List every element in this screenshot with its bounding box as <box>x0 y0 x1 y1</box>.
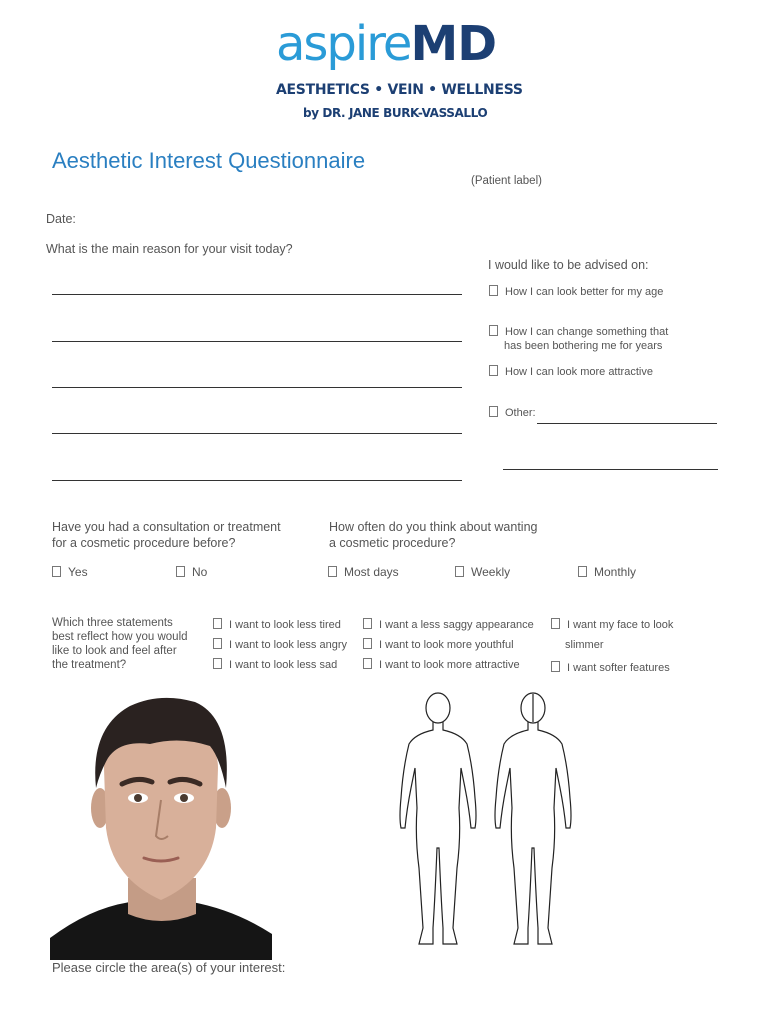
body-back[interactable] <box>495 693 571 944</box>
option-label: Most days <box>344 565 399 579</box>
logo-aspire: aspire <box>276 16 411 72</box>
option-label: How I can change something that <box>505 326 669 338</box>
statements-question-line: the treatment? <box>52 659 127 671</box>
checkbox[interactable] <box>489 325 498 336</box>
advised-option-attractive[interactable] <box>489 365 653 379</box>
frequency-weekly[interactable] <box>455 565 510 579</box>
statement-less-angry[interactable] <box>213 638 347 652</box>
advised-option-age[interactable] <box>489 285 663 299</box>
option-label: Monthly <box>594 565 637 579</box>
checkbox[interactable] <box>363 618 372 629</box>
answer-line-2[interactable] <box>52 341 462 342</box>
body-diagram[interactable] <box>385 688 585 953</box>
main-reason-question: What is the main reason for your visit today? <box>46 242 293 256</box>
body-front[interactable] <box>400 693 476 944</box>
option-label: I want to look more youthful <box>379 639 514 651</box>
checkbox[interactable] <box>551 661 560 672</box>
statements-question-line: like to look and feel after <box>52 645 177 657</box>
option-label: Weekly <box>471 565 511 579</box>
answer-line-4[interactable] <box>52 433 462 434</box>
other-field-line-2[interactable] <box>503 469 718 470</box>
checkbox[interactable] <box>455 566 464 577</box>
logo-md: MD <box>410 16 497 72</box>
frequency-monthly[interactable] <box>578 565 636 579</box>
checkbox[interactable] <box>489 365 498 376</box>
option-label: Yes <box>68 565 88 579</box>
circle-instruction: Please circle the area(s) of your interest: <box>52 960 286 975</box>
page-title: Aesthetic Interest Questionnaire <box>52 148 366 173</box>
logo <box>276 14 496 74</box>
statements-question-line: best reflect how you would <box>52 631 188 643</box>
patient-label: (Patient label) <box>471 175 542 187</box>
checkbox[interactable] <box>213 618 222 629</box>
statement-face-slimmer[interactable] <box>551 618 673 632</box>
statement-less-saggy[interactable] <box>363 618 534 632</box>
statement-more-youthful[interactable] <box>363 638 514 652</box>
checkbox[interactable] <box>551 618 560 629</box>
frequency-most-days[interactable] <box>328 565 399 579</box>
statements-question <box>52 616 188 672</box>
checkbox[interactable] <box>176 566 185 577</box>
consultation-question-2: for a cosmetic procedure before? <box>52 536 236 550</box>
option-label: I want to look more attractive <box>379 659 520 671</box>
option-label: I want my face to look <box>567 619 674 631</box>
statement-less-sad[interactable] <box>213 658 337 672</box>
option-label: Other: <box>505 407 536 419</box>
option-label: How I can look more attractive <box>505 366 653 378</box>
frequency-question-2: a cosmetic procedure? <box>329 536 456 550</box>
answer-line-3[interactable] <box>52 387 462 388</box>
checkbox[interactable] <box>52 566 61 577</box>
answer-line-5[interactable] <box>52 480 462 481</box>
checkbox[interactable] <box>328 566 337 577</box>
date-label: Date: <box>46 212 76 226</box>
checkbox[interactable] <box>489 406 498 417</box>
advised-option-other[interactable] <box>489 406 536 420</box>
checkbox[interactable] <box>363 638 372 649</box>
option-label: No <box>192 565 208 579</box>
option-label: I want softer features <box>567 662 670 674</box>
option-label: I want to look less tired <box>229 619 341 631</box>
option-label: I want a less saggy appearance <box>379 619 534 631</box>
checkbox[interactable] <box>363 658 372 669</box>
consultation-yes[interactable] <box>52 565 88 579</box>
face-illustration[interactable] <box>50 688 272 960</box>
logo-byline: by DR. JANE BURK-VASSALLO <box>303 106 488 120</box>
checkbox[interactable] <box>213 658 222 669</box>
answer-line-1[interactable] <box>52 294 462 295</box>
consultation-question-1: Have you had a consultation or treatment <box>52 520 281 534</box>
checkbox[interactable] <box>489 285 498 296</box>
other-field-line-1[interactable] <box>537 423 717 424</box>
consultation-no[interactable] <box>176 565 207 579</box>
option-label: I want to look less angry <box>229 639 348 651</box>
statement-softer-features[interactable] <box>551 661 670 675</box>
statement-more-attractive[interactable] <box>363 658 520 672</box>
frequency-question-1: How often do you think about wanting <box>329 520 538 534</box>
option-label: How I can look better for my age <box>505 286 664 298</box>
checkbox[interactable] <box>213 638 222 649</box>
statements-question-line: Which three statements <box>52 617 173 629</box>
statement-face-slimmer-cont: slimmer <box>565 639 604 651</box>
option-label: I want to look less sad <box>229 659 338 671</box>
advised-option-change-cont: has been bothering me for years <box>504 340 663 352</box>
advised-option-change[interactable] <box>489 325 668 339</box>
checkbox[interactable] <box>578 566 587 577</box>
advised-heading: I would like to be advised on: <box>488 258 649 272</box>
statement-less-tired[interactable] <box>213 618 341 632</box>
logo-subtitle: AESTHETICS • VEIN • WELLNESS <box>276 82 523 98</box>
